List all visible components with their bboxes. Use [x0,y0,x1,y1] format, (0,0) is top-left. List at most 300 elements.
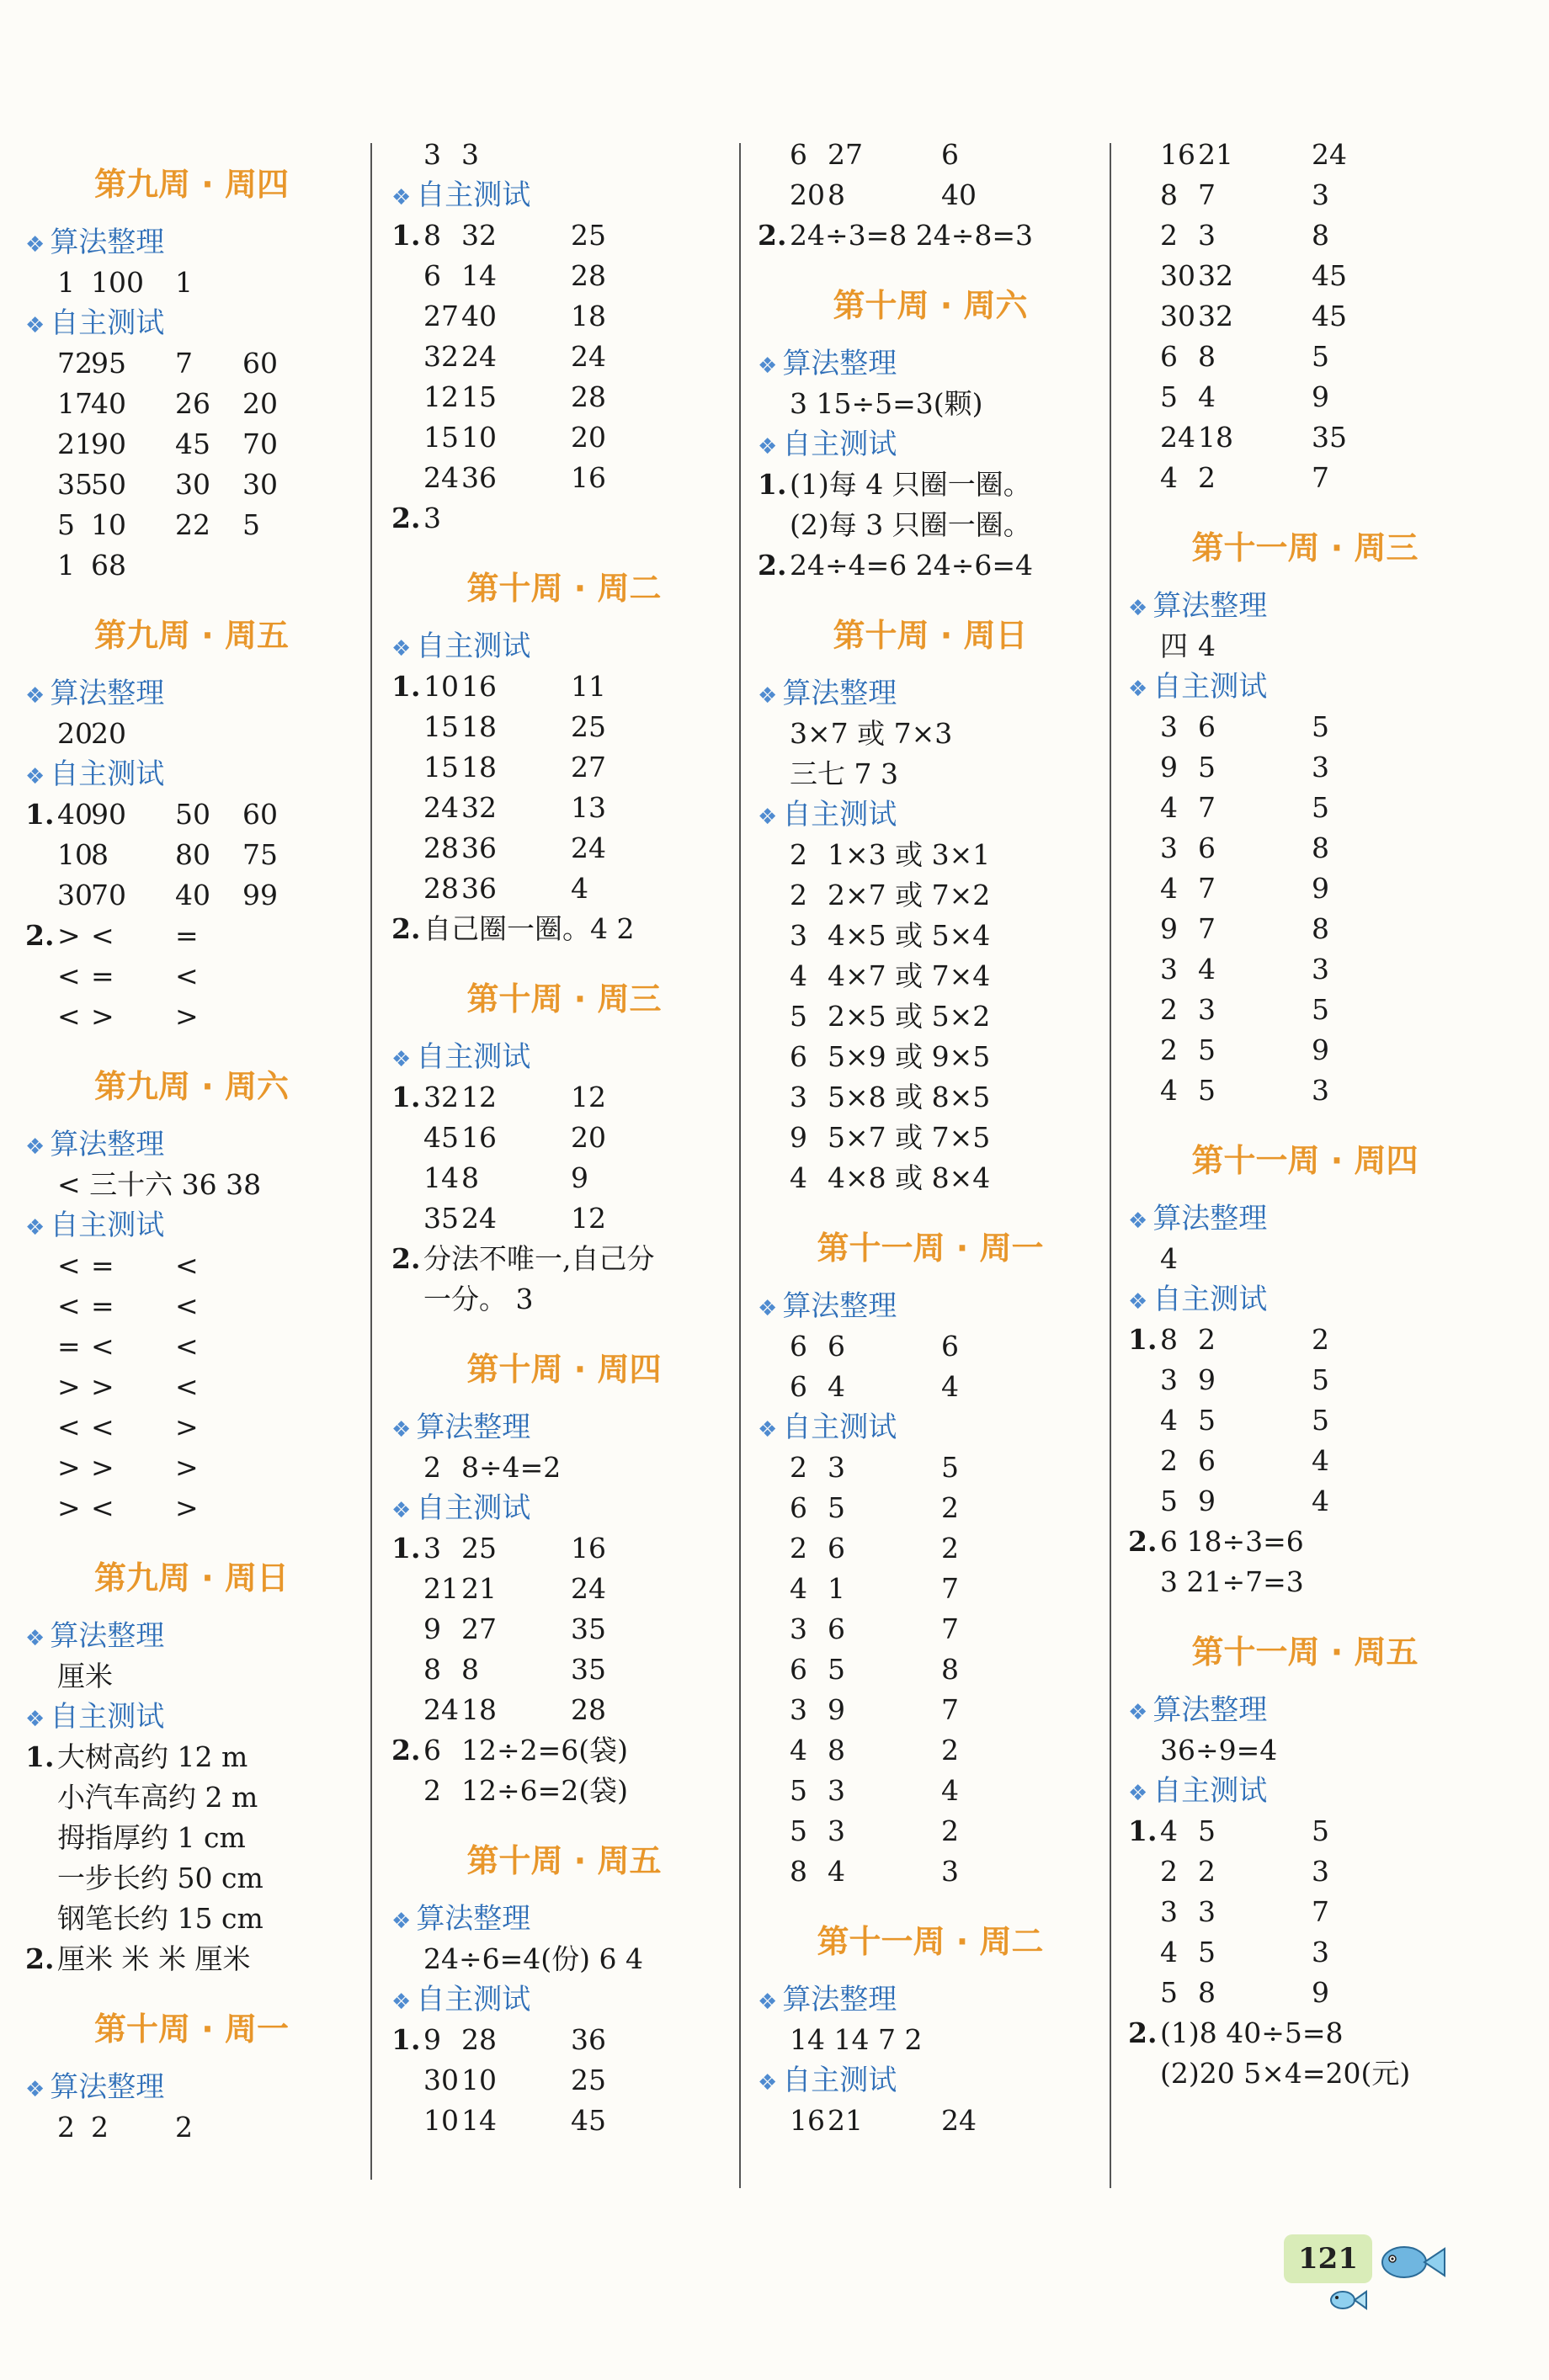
subheading-label: 算法整理 [782,1289,897,1323]
answer-cell: 3 [828,1451,845,1484]
answer-cell: 5 [1312,340,1329,373]
answer-cell: 24 [423,791,459,824]
answer-cell: 3 [423,138,441,171]
answer-cell: 5 [828,1491,845,1524]
answer-row [391,1448,737,1488]
answer-cell: 15 [461,380,497,413]
diamond-bullet-icon: ❖ [758,805,778,830]
answer-cell: 2 [423,1451,441,1484]
item-number: 2. [1128,1525,1158,1558]
answer-cell: 40 [57,798,93,831]
answer-line [758,465,1103,505]
diamond-bullet-icon: ❖ [25,232,45,258]
answer-line [391,1939,737,1979]
answer-cell: 36 [461,461,497,494]
answer-cell: 2 [423,1774,441,1807]
answer-line [758,2020,1103,2060]
item-number [1128,296,1160,337]
answer-cell: 36 [461,872,497,905]
answer-cell: 32 [423,1081,459,1113]
item-number [758,916,790,956]
diamond-bullet-icon: ❖ [25,683,45,709]
item-number [758,1690,790,1730]
section-heading: 第十一周 · 周一 [817,1230,1044,1267]
answer-cell: 4 [1160,872,1178,905]
item-number [1128,949,1160,990]
diamond-bullet-icon: ❖ [758,683,778,709]
answer-cell: 28 [461,2023,497,2056]
fish-icon [1372,2239,1448,2289]
answer-text: 一分。 3 [423,1283,534,1315]
answer-row [391,1528,737,1569]
answer-cell: 6 [1198,1444,1216,1477]
item-number [1128,1070,1160,1111]
answer-line [25,1656,358,1697]
answer-cell: 25 [461,1532,497,1565]
answer-cell: 16 [461,670,497,703]
answer-cell: 2 [1160,1855,1178,1888]
item-number [391,1158,423,1198]
answer-row [391,1198,737,1239]
item-number [1128,1400,1160,1441]
item-number [758,1528,790,1569]
answer-cell: < [91,919,114,952]
answer-cell: 5 [1312,1363,1329,1396]
answer-cell: 18 [461,1693,497,1726]
answer-row [758,916,1103,956]
answer-cell: = [91,959,114,992]
answer-cell: < [91,1330,114,1363]
item-number [25,1488,57,1528]
answer-row [758,175,1103,215]
section-heading: 第十一周 · 周五 [1191,1634,1419,1671]
item-number [391,707,423,747]
diamond-bullet-icon: ❖ [1128,677,1148,702]
answer-row [758,1488,1103,1528]
item-number [391,135,423,175]
item-number [25,384,57,424]
item-number [1128,175,1160,215]
answer-row [391,458,737,498]
item-number [391,1448,423,1488]
item-number [1128,417,1160,458]
subheading-label: 算法整理 [50,677,165,710]
answer-cell: 2 [941,1734,959,1766]
answer-cell: 3 [1198,993,1216,1026]
answer-cell: 8 [1312,219,1329,252]
subheading-label: 自主测试 [416,630,531,663]
answer-cell: 2 [790,838,807,871]
subheading-self-test [391,626,737,667]
item-number [391,828,423,869]
item-number [758,1771,790,1811]
answer-cell: 6 [828,1612,845,1645]
answer-row [1128,256,1482,296]
answer-cell: 68 [91,549,126,582]
answer-line [758,215,1103,256]
answer-row [391,828,737,869]
answer-cell: 3 [828,1814,845,1847]
answer-cell: 4 [571,872,588,905]
answer-cell: 8 [790,1855,807,1888]
answer-cell: 6 [790,1491,807,1524]
answer-row [758,1811,1103,1851]
item-number [758,1326,790,1367]
item-number [758,1118,790,1158]
answer-cell: 5 [1312,993,1329,1026]
answer-row [391,2020,737,2060]
subheading-algorithm [758,1286,1103,1326]
answer-cell: 7 [1198,791,1216,824]
item-number [1128,135,1160,175]
answer-cell: 6 [790,138,807,171]
item-number [391,2060,423,2101]
answer-cell: 35 [571,1612,606,1645]
answer-text: 小汽车高约 2 m [57,1781,258,1814]
subheading-label: 算法整理 [782,677,897,710]
answer-line [25,1818,358,1858]
answer-cell: 12 [461,1081,497,1113]
answer-text: 拇指厚约 1 cm [57,1821,246,1854]
answer-cell: 95 [91,347,126,380]
answer-cell: 9 [571,1161,588,1194]
answer-cell: < [57,1000,81,1033]
subheading-label: 自主测试 [416,178,531,212]
diamond-bullet-icon: ❖ [25,764,45,789]
answer-cell: 16 [571,1532,606,1565]
answer-cell: 14 [423,1161,459,1194]
answer-cell: 6 [790,1370,807,1403]
answer-row [1128,990,1482,1030]
answer-row [25,424,358,465]
answer-cell: 5 [1312,1404,1329,1437]
subheading-algorithm [1128,1690,1482,1730]
answer-cell: 2 [941,1814,959,1847]
answer-line [25,1777,358,1818]
subheading-algorithm [758,343,1103,384]
answer-cell: 6 [790,1330,807,1363]
diamond-bullet-icon: ❖ [758,2070,778,2096]
answer-cell: > [57,919,81,952]
section-heading: 第十一周 · 周四 [1191,1142,1419,1179]
answer-cell: < [91,1410,114,1443]
answer-cell: 40 [461,300,497,332]
answer-text: 大树高约 12 m [57,1740,248,1773]
item-number [25,263,57,303]
answer-cell: 7 [941,1612,959,1645]
item-number [758,1609,790,1650]
answer-cell: 2 [1160,993,1178,1026]
subheading-label: 自主测试 [50,306,165,340]
answer-row [758,1730,1103,1771]
item-number [1128,909,1160,949]
answer-cell: 3 [790,1693,807,1726]
answer-row [1128,1239,1482,1279]
page-number: 121 [1284,2234,1372,2283]
item-number [25,996,57,1037]
diamond-bullet-icon: ❖ [758,1990,778,2015]
diamond-bullet-icon: ❖ [25,313,45,338]
answer-row [25,916,358,956]
answer-cell: 4×7 或 7×4 [828,959,991,992]
item-number: 2. [25,919,55,952]
answer-cell: 9 [423,2023,441,2056]
answer-cell: 3 [461,138,479,171]
subheading-self-test [25,754,358,794]
answer-cell: 8 [1312,912,1329,945]
answer-cell: 9 [1312,1033,1329,1066]
answer-cell: 8 [1198,340,1216,373]
subheading-self-test [1128,1279,1482,1320]
answer-row [1128,135,1482,175]
answer-cell: 2 [790,1532,807,1565]
diamond-bullet-icon: ❖ [1128,1289,1148,1315]
subheading-self-test [758,424,1103,465]
answer-row [25,835,358,875]
item-number: 2. [391,1734,421,1766]
subheading-label: 自主测试 [50,757,165,791]
answer-row [758,835,1103,875]
answer-cell: 36 [571,2023,606,2056]
answer-text: 厘米 [57,1660,113,1692]
subheading-self-test [391,1037,737,1077]
answer-cell: = [57,1330,81,1363]
item-number [25,1367,57,1407]
answer-cell: 35 [571,1653,606,1686]
answer-row [25,1488,358,1528]
answer-cell: 24 [571,340,606,373]
item-number [25,1286,57,1326]
answer-cell: 4 [828,1855,845,1888]
section-heading: 第十周 · 周四 [466,1351,662,1388]
answer-cell: 4 [1160,1242,1178,1275]
answer-row [1128,175,1482,215]
answer-cell: 4 [790,1161,807,1194]
item-number [25,714,57,754]
item-number [391,1118,423,1158]
answer-cell: 8 [461,1161,479,1194]
subheading-self-test [391,1979,737,2020]
answer-cell: 21 [461,1572,497,1605]
answer-cell: 3 [1312,178,1329,211]
subheading-label: 自主测试 [782,798,897,831]
answer-row [25,1246,358,1286]
answer-cell: 27 [423,300,459,332]
item-number [391,417,423,458]
answer-cell: 50 [91,468,126,501]
answer-row [391,1118,737,1158]
answer-cell: 70 [91,879,126,911]
answer-text: (1)8 40÷5=8 [1160,2016,1344,2049]
answer-cell: 25 [571,710,606,743]
answer-row [1128,296,1482,337]
item-number [391,377,423,417]
answer-cell: 27 [571,751,606,784]
answer-cell: 24 [571,1572,606,1605]
answer-row [25,1407,358,1448]
answer-cell: 2×7 或 7×2 [828,879,991,911]
diamond-bullet-icon: ❖ [25,2077,45,2102]
answer-row [1128,1973,1482,2013]
section-heading: 第九周 · 周六 [94,1068,289,1105]
answer-cell: 9 [1312,872,1329,905]
item-number [25,545,57,586]
item-number [758,1851,790,1892]
answer-line [25,1858,358,1899]
answer-cell: 3 [423,1532,441,1565]
subheading-label: 自主测试 [1152,1774,1268,1808]
item-number: 2. [758,219,787,252]
answer-row [1128,788,1482,828]
item-number [1128,828,1160,869]
item-number [1128,626,1160,667]
item-number [25,956,57,996]
answer-cell: 5 [1160,380,1178,413]
answer-row [391,417,737,458]
answer-cell: < [175,1289,199,1322]
answer-line [25,1165,358,1205]
answer-cell: 30 [1160,300,1195,332]
answer-cell: 20 [57,717,93,750]
answer-cell: 27 [461,1612,497,1645]
answer-row [391,1569,737,1609]
answer-row [391,1077,737,1118]
answer-row [1128,1360,1482,1400]
answer-row [391,215,737,256]
answer-cell: 40 [941,178,977,211]
answer-cell: 27 [828,138,863,171]
subheading-label: 算法整理 [1152,1202,1268,1235]
item-number [25,343,57,384]
item-number [758,1367,790,1407]
answer-cell: 5 [1312,1814,1329,1847]
answer-cell: 10 [423,2104,459,2137]
answer-cell: 5 [1198,1033,1216,1066]
item-number [391,1198,423,1239]
item-number [1128,1360,1160,1400]
subheading-label: 算法整理 [1152,1693,1268,1727]
answer-line [1128,2013,1482,2053]
section-heading: 第十一周 · 周二 [817,1923,1044,1960]
item-number [1128,788,1160,828]
answer-line [25,1737,358,1777]
answer-cell: 2 [790,1451,807,1484]
item-number [25,2107,57,2148]
subheading-self-test [391,175,737,215]
answer-cell: 32 [461,791,497,824]
answer-cell: 45 [571,2104,606,2137]
answer-cell: 9 [1198,1485,1216,1517]
subheading-algorithm [1128,1198,1482,1239]
answer-cell: 7 [1198,912,1216,945]
answer-cell: 4 [1160,1814,1178,1847]
answer-text: 14 14 7 2 [790,2023,923,2056]
answer-cell: 8 [1160,1323,1178,1356]
item-number [391,1569,423,1609]
answer-cell: 35 [57,468,93,501]
answer-row [1128,1851,1482,1892]
item-number [758,135,790,175]
answer-cell: 24 [461,340,497,373]
answer-line [758,545,1103,586]
answer-cell: 3 [790,1081,807,1113]
answer-cell: 2 [1198,1323,1216,1356]
item-number [25,1407,57,1448]
answer-cell: < [57,1410,81,1443]
answer-cell: 9 [1312,1976,1329,2009]
answer-cell: 5×7 或 7×5 [828,1121,991,1154]
subheading-algorithm [758,1979,1103,2020]
answer-cell: 7 [1198,872,1216,905]
section-heading: 第十一周 · 周三 [1191,529,1419,566]
answer-cell: 60 [242,347,278,380]
answer-row [758,1650,1103,1690]
answer-cell: 6 [828,1330,845,1363]
diamond-bullet-icon: ❖ [758,434,778,460]
answer-cell: 10 [423,670,459,703]
item-number [758,1650,790,1690]
section-heading: 第十周 · 周二 [466,570,662,607]
answer-row [758,1326,1103,1367]
answer-row [758,2101,1103,2141]
diamond-bullet-icon: ❖ [391,1417,412,1442]
answer-row [758,1690,1103,1730]
answer-row [391,788,737,828]
answer-cell: 35 [423,1202,459,1235]
answer-row [1128,1400,1482,1441]
answer-cell: 13 [571,791,606,824]
answer-cell: 11 [571,670,606,703]
answer-cell: = [91,1289,114,1322]
item-number [758,1037,790,1077]
answer-cell: 28 [571,1693,606,1726]
answer-cell: 30 [242,468,278,501]
answer-cell: 4 [1160,791,1178,824]
answer-row [1128,707,1482,747]
answer-cell: 3 [1160,1895,1178,1928]
subheading-self-test [25,1697,358,1737]
answer-cell: 4 [1160,461,1178,494]
answer-cell: 30 [423,2064,459,2096]
answer-column [758,135,1103,2141]
item-number: 2. [758,549,787,582]
section-heading: 第十周 · 周日 [833,617,1028,654]
answer-cell: 21 [1198,138,1233,171]
answer-row [391,256,737,296]
answer-line [25,1899,358,1939]
answer-cell: 2 [1198,1855,1216,1888]
answer-cell: 32 [1198,259,1233,292]
answer-cell: 15 [423,421,459,454]
answer-row [758,1771,1103,1811]
subheading-label: 算法整理 [50,1128,165,1161]
answer-cell: 25 [571,219,606,252]
subheading-label: 算法整理 [1152,589,1268,623]
answer-row [391,747,737,788]
answer-row [1128,215,1482,256]
answer-cell: 2 [57,2111,75,2144]
answer-text: (2)每 3 只圈一圈。 [790,508,1031,541]
answer-cell: 32 [423,340,459,373]
item-number: 1. [25,1740,55,1773]
answer-cell: 12 [423,380,459,413]
diamond-bullet-icon: ❖ [391,1990,412,2015]
answer-cell: 72 [57,347,93,380]
answer-cell: 3 [790,1612,807,1645]
answer-cell: 17 [57,387,93,420]
answer-row [25,714,358,754]
answer-cell: 4 [828,1370,845,1403]
